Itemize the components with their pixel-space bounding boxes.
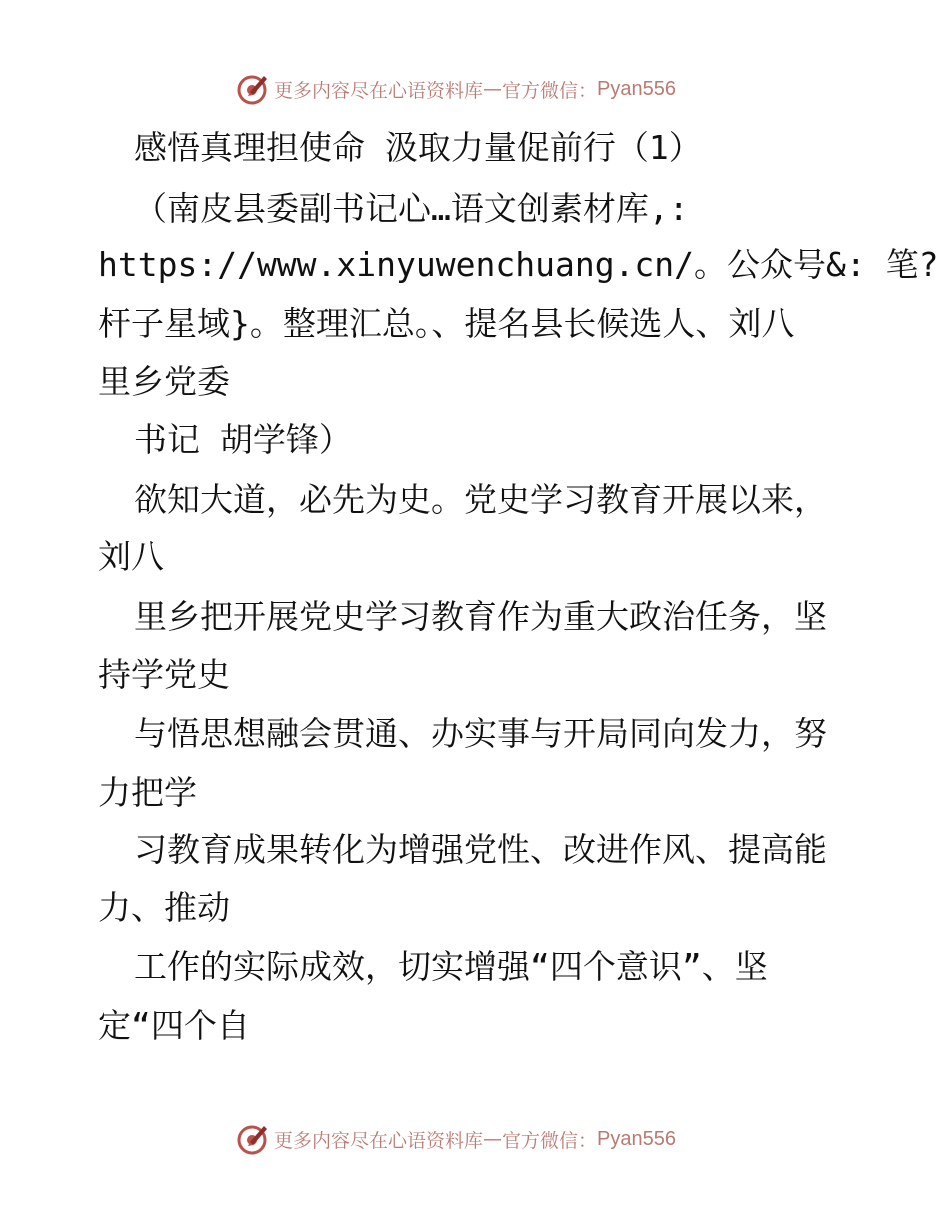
footer-watermark xyxy=(0,1120,950,1160)
document-line: 杆子星域}。整理汇总。、提名县长候选人、刘八 xyxy=(98,304,795,343)
watermark-wechat-id: Pyan556 xyxy=(597,77,676,100)
watermark-brand: 更多内容尽在心语资料库 xyxy=(274,1129,484,1152)
watermark-separator: — xyxy=(483,1128,503,1150)
document-line: 里乡党委 xyxy=(98,362,230,401)
pen-logo-icon xyxy=(236,1122,270,1156)
watermark-brand: 更多内容尽在心语资料库 xyxy=(274,79,484,102)
document-title: 感悟真理担使命 汲取力量促前行（1） xyxy=(134,128,702,167)
document-line: 里乡把开展党史学习教育作为重大政治任务，坚 xyxy=(134,597,827,636)
document-line: https://www.xinyuwenchuang.cn/。公众号&: 笔? xyxy=(98,245,939,284)
document-line: 力把学 xyxy=(98,773,197,812)
document-line: 持学党史 xyxy=(98,655,230,694)
document-line: 刘八 xyxy=(98,537,164,576)
document-line: 书记 胡学锋） xyxy=(134,420,352,459)
document-line: 习教育成果转化为增强党性、改进作风、提高能 xyxy=(134,830,827,869)
watermark-wechat-label: 官方微信： xyxy=(502,79,598,102)
document-line: 定“四个自 xyxy=(98,1006,250,1045)
watermark-separator: — xyxy=(483,78,503,100)
watermark-wechat-id: Pyan556 xyxy=(597,1127,676,1150)
document-line: 工作的实际成效，切实增强“四个意识”、坚 xyxy=(134,947,768,986)
document-line: （南皮县委副书记心…语文创素材库,: xyxy=(134,189,689,228)
document-line: 欲知大道，必先为史。党史学习教育开展以来， xyxy=(134,480,827,519)
watermark-content xyxy=(236,1122,676,1156)
document-line: 与悟思想融会贯通、办实事与开局同向发力，努 xyxy=(134,714,827,753)
watermark-wechat-label: 官方微信： xyxy=(502,1129,598,1152)
document-line: 力、推动 xyxy=(98,888,230,927)
